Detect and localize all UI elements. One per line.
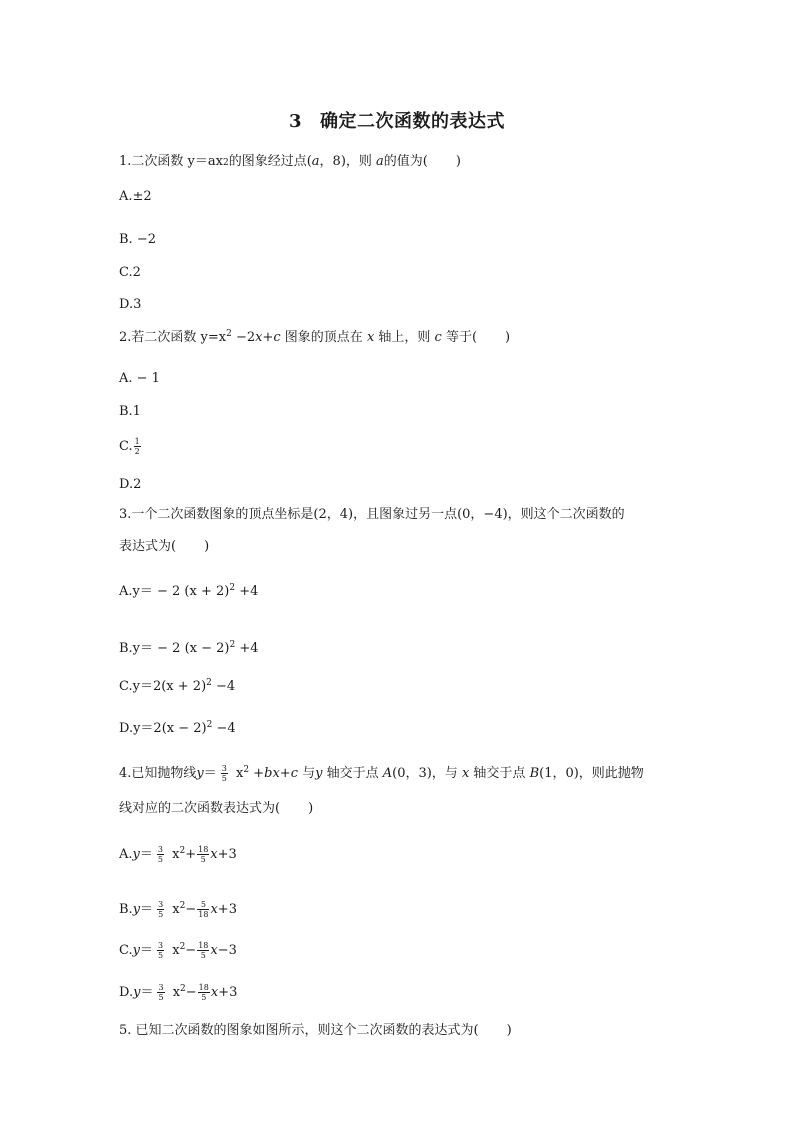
title-text: 确定二次函数的表达式 [320,111,506,132]
q1-option-d: D.3 [119,297,142,312]
q2-option-d: D.2 [119,477,142,492]
q1-option-a: A.±2 [119,189,152,204]
question-3-stem-line2: 表达式为( ) [119,539,210,554]
q3-option-b: B.y＝ − 2 $(x - 2)^2 +4$ [119,640,259,656]
title-number: 3 [288,111,303,132]
question-5-stem: 5. 已知二次函数的图象如图所示，则这个二次函数的表达式为( ) [119,1023,512,1038]
q2-option-b: B.1 [119,404,141,419]
question-3-stem-line1: 3.一个二次函数图象的顶点坐标是(2，4)，且图象过另一点(0，−4)，则这个二次函数的 [119,507,625,522]
q4-option-b: B.y＝ $\frac{3}{5}$ $x^2-$ $\frac{5}{18}$ x+3 [119,900,237,919]
question-4-stem-line1: 4.已知抛物线y＝ $\frac{3}{5}$ $x^2 +bx+c$ 与y 轴交于点 A(0，3)，与 x 轴交于点 B(1，0)，则此抛物 [119,764,644,783]
question-2-stem: 2.若二次函数 $y=x^2 -2x+c$ 图象的顶点在 x 轴上，则 c 等于( ) [119,329,511,345]
page-title [0,107,794,133]
question-4-stem-line2: 线对应的二次函数表达式为( ) [119,801,314,816]
q4-option-c: C.y＝ $\frac{3}{5}$ $x^2-$ $\frac{18}{5}$ x−3 [119,941,237,960]
q2-option-c: C. $\frac{1}{2}$ [119,437,140,456]
q2-option-a: A. − 1 [119,371,160,386]
q1-option-b: B. −2 [119,232,156,247]
question-1-stem: 1.二次函数 y＝ax2的图象经过点(a，8)，则 a的值为( ) [119,154,461,169]
q4-option-a: A.y＝ $\frac{3}{5}$ $x^2+$ $\frac{18}{5}$ x+3 [119,845,237,864]
q3-option-a: A.y＝ − 2 $(x + 2)^2 +4$ [119,583,259,599]
q3-option-d: $D.y=2(x - 2)^2 -4$ [119,720,236,736]
q4-option-d: D.y＝ $\frac{3}{5}$ $x^2-$ $\frac{18}{5}$ x+3 [119,983,238,1002]
q1-option-c: C.2 [119,265,141,280]
q3-option-c: $C.y=2(x + 2)^2 -4$ [119,678,236,694]
